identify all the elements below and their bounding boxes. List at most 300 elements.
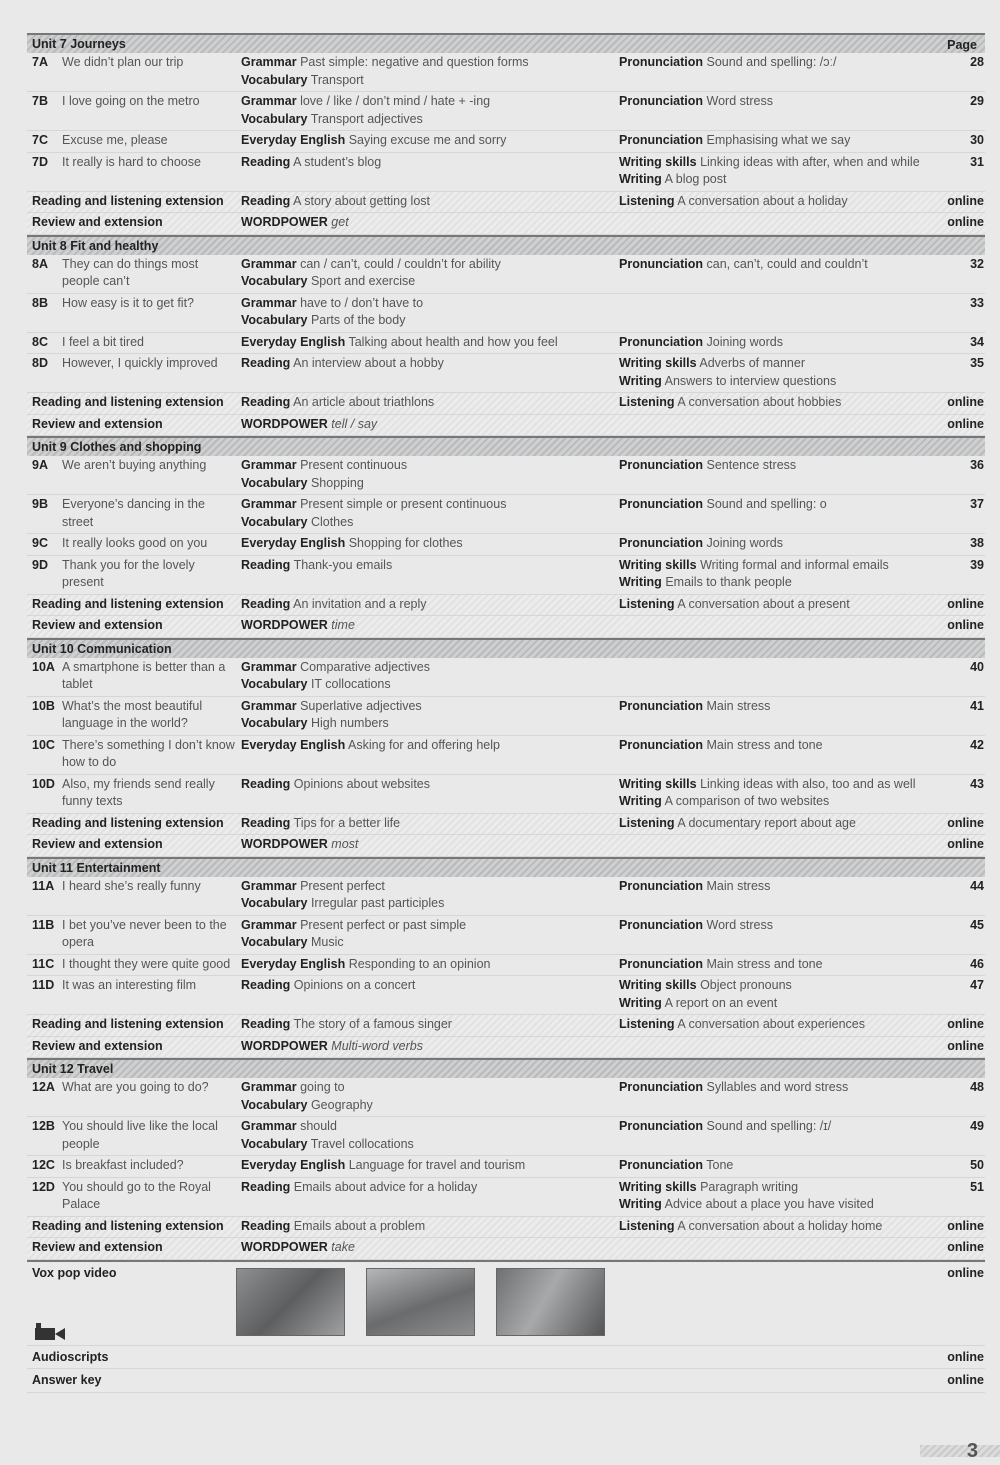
- lesson-cell: [27, 815, 236, 833]
- skills-line: [619, 1218, 941, 1236]
- entry-label: Writing: [619, 172, 662, 186]
- lesson-code: 9D: [32, 557, 48, 572]
- lesson-row: [27, 736, 985, 775]
- grammar-vocab-cell: [236, 1239, 614, 1257]
- skills-line: [619, 1079, 941, 1097]
- lesson-cell: [27, 416, 236, 434]
- entry-label: Vocabulary: [241, 935, 308, 949]
- lesson-cell: [27, 836, 236, 854]
- grammar-vocab-line: [241, 514, 614, 532]
- entry-label: Reading: [241, 395, 291, 409]
- entry-text: Emails about a problem: [293, 1218, 426, 1233]
- entry-text: Present simple or present continuous: [300, 497, 507, 511]
- grammar-vocab: [241, 457, 614, 492]
- grammar-vocab-line: [241, 1079, 614, 1097]
- grammar-vocab-line: [241, 776, 614, 794]
- lesson-code: 11C: [32, 956, 55, 971]
- skills: [619, 93, 941, 111]
- unit-title: Unit 9 Clothes and shopping: [32, 440, 202, 454]
- page-tab: [920, 1445, 1000, 1457]
- page-ref: 33: [970, 295, 984, 310]
- grammar-vocab-line: [241, 214, 614, 232]
- entry-label: WORDPOWER: [241, 837, 328, 851]
- entry-text: Present perfect: [300, 878, 385, 893]
- skills-line: [619, 1179, 941, 1197]
- entry-text: Emphasising what we say: [706, 133, 851, 147]
- grammar-vocab-line: [241, 154, 614, 172]
- skills-line: [619, 917, 941, 935]
- video-thumbnail[interactable]: [366, 1268, 475, 1336]
- skills: [619, 878, 941, 896]
- extension-row: [27, 835, 985, 857]
- skills-cell: [614, 1218, 941, 1236]
- entry-text: can, can’t, could and couldn’t: [706, 256, 868, 271]
- skills-cell: [614, 214, 941, 232]
- lesson-cell: [27, 1218, 236, 1236]
- lesson-title: We didn’t plan our trip: [62, 55, 184, 69]
- entry-text: most: [331, 837, 359, 851]
- skills-line: [619, 535, 941, 553]
- footer-title: Answer key: [32, 1373, 102, 1387]
- entry-label: Reading: [241, 815, 291, 830]
- lesson-title: Review and extension: [32, 416, 163, 431]
- entry-text: Transport adjectives: [310, 111, 423, 126]
- lesson-row: [27, 775, 985, 814]
- skills: [619, 355, 941, 390]
- page-ref: online: [947, 1017, 984, 1031]
- grammar-vocab: [241, 977, 614, 995]
- entry-text: Parts of the body: [310, 313, 406, 327]
- skills-cell: [614, 1038, 941, 1056]
- grammar-vocab-line: [241, 132, 614, 150]
- skills-line: [619, 793, 941, 811]
- lesson-code: 9A: [32, 458, 48, 472]
- skills-line: [619, 171, 941, 189]
- skills-cell: [614, 776, 941, 811]
- skills: [619, 1016, 941, 1034]
- grammar-vocab-cell: [236, 214, 614, 232]
- grammar-vocab: [241, 776, 614, 794]
- grammar-vocab-cell: [236, 416, 614, 434]
- entry-text: A student’s blog: [293, 154, 382, 169]
- skills: [619, 496, 941, 514]
- entry-text: A conversation about experiences: [677, 1017, 865, 1031]
- entry-label: Listening: [619, 596, 675, 611]
- entry-text: going to: [300, 1080, 345, 1094]
- grammar-vocab-cell: [236, 256, 614, 291]
- grammar-vocab-line: [241, 334, 614, 352]
- lesson-row: [27, 1117, 985, 1156]
- lesson-cell: [27, 776, 236, 811]
- entry-text: The story of a famous singer: [293, 1017, 452, 1031]
- lesson-code: 12B: [32, 1119, 55, 1133]
- entry-text: A conversation about a holiday: [677, 193, 848, 208]
- skills-cell: [614, 154, 941, 189]
- grammar-vocab-cell: [236, 617, 614, 635]
- grammar-vocab: [241, 878, 614, 913]
- skills-cell: [614, 496, 941, 531]
- skills: [619, 698, 941, 716]
- lesson-row: [27, 354, 985, 393]
- grammar-vocab: [241, 496, 614, 531]
- entry-text: Word stress: [706, 94, 773, 108]
- unit-header: [27, 33, 985, 53]
- grammar-vocab-line: [241, 698, 614, 716]
- entry-text: Joining words: [706, 334, 783, 349]
- lesson-row: [27, 53, 985, 92]
- page-ref: 41: [970, 698, 984, 713]
- skills: [619, 956, 941, 974]
- lesson-cell: [27, 334, 236, 352]
- entry-text: A documentary report about age: [677, 815, 856, 830]
- grammar-vocab: [241, 698, 614, 733]
- extension-row: [27, 1037, 985, 1059]
- grammar-vocab-cell: [236, 93, 614, 128]
- entry-label: Listening: [619, 193, 675, 208]
- skills-line: [619, 574, 941, 592]
- page-ref: 35: [970, 356, 984, 370]
- grammar-vocab: [241, 1016, 614, 1034]
- skills-cell: [614, 1079, 941, 1114]
- lesson-title: Reading and listening extension: [32, 193, 224, 208]
- video-thumbnail[interactable]: [496, 1268, 605, 1336]
- lesson-cell: [27, 214, 236, 232]
- skills: [619, 596, 941, 614]
- page-ref: online: [947, 596, 984, 611]
- skills-cell: [614, 1016, 941, 1034]
- skills: [619, 394, 941, 412]
- lesson-cell: [27, 977, 236, 1012]
- entry-label: Pronunciation: [619, 956, 704, 971]
- entry-label: Pronunciation: [619, 497, 704, 511]
- entry-label: Writing: [619, 373, 662, 388]
- lesson-code: 11A: [32, 878, 55, 893]
- entry-text: Sound and spelling: /ɪ/: [706, 1119, 832, 1133]
- skills-line: [619, 1157, 941, 1175]
- grammar-vocab-line: [241, 1038, 614, 1056]
- video-camera-icon: [32, 1322, 236, 1345]
- lesson-title: I thought they were quite good: [62, 956, 231, 971]
- lesson-code: 7C: [32, 133, 48, 147]
- entry-text: Geography: [310, 1097, 373, 1112]
- grammar-vocab: [241, 394, 614, 412]
- skills-cell: [614, 295, 941, 330]
- grammar-vocab-cell: [236, 815, 614, 833]
- lesson-cell: [27, 1179, 236, 1214]
- entry-text: Asking for and offering help: [348, 737, 500, 752]
- entry-text: get: [331, 215, 349, 229]
- page-ref: 44: [970, 878, 984, 893]
- entry-text: Thank-you emails: [293, 557, 393, 572]
- grammar-vocab: [241, 535, 614, 553]
- unit-header: [27, 235, 985, 255]
- page-ref: 42: [970, 737, 984, 752]
- video-label-cell: [27, 1266, 236, 1345]
- page-ref: 49: [970, 1119, 984, 1133]
- entry-label: Pronunciation: [619, 917, 704, 932]
- grammar-vocab: [241, 1038, 614, 1056]
- entry-text: can / can’t, could / couldn’t for ability: [300, 256, 501, 271]
- lesson-row: [27, 255, 985, 294]
- skills-line: [619, 256, 941, 274]
- grammar-vocab-cell: [236, 659, 614, 694]
- skills-cell: [614, 737, 941, 772]
- entry-label: Everyday English: [241, 1158, 346, 1172]
- lesson-title: Is breakfast included?: [62, 1158, 184, 1172]
- skills-cell: [614, 617, 941, 635]
- page-ref: 47: [970, 978, 984, 992]
- lesson-title: What are you going to do?: [62, 1080, 209, 1094]
- lesson-code: 9C: [32, 536, 48, 550]
- entry-label: Reading: [241, 1017, 291, 1031]
- lesson-title: It really is hard to choose: [62, 154, 201, 169]
- lesson-cell: [27, 1038, 236, 1056]
- lesson-row: [27, 658, 985, 697]
- grammar-vocab: [241, 416, 614, 434]
- footer-label-cell: [27, 1349, 941, 1367]
- page-ref: 28: [970, 55, 984, 69]
- page-ref: online: [947, 1240, 984, 1254]
- grammar-vocab-cell: [236, 1016, 614, 1034]
- skills-line: [619, 956, 941, 974]
- entry-text: Word stress: [706, 917, 773, 932]
- grammar-vocab-cell: [236, 535, 614, 553]
- unit-title: Unit 8 Fit and healthy: [32, 238, 159, 253]
- entry-label: Grammar: [241, 1080, 297, 1094]
- skills-line: [619, 1016, 941, 1034]
- grammar-vocab-line: [241, 535, 614, 553]
- lesson-row: [27, 153, 985, 192]
- lesson-code: 11D: [32, 978, 55, 992]
- lesson-cell: [27, 737, 236, 772]
- skills-line: [619, 193, 941, 211]
- lesson-row: [27, 333, 985, 355]
- lesson-title: There’s something I don’t know how to do: [62, 737, 235, 769]
- lesson-row: [27, 697, 985, 736]
- entry-label: Writing skills: [619, 776, 697, 791]
- entry-label: Vocabulary: [241, 1136, 308, 1151]
- entry-label: Vocabulary: [241, 716, 308, 730]
- skills: [619, 776, 941, 811]
- page-ref: 37: [970, 497, 984, 511]
- entry-text: IT collocations: [310, 677, 391, 691]
- skills: [619, 535, 941, 553]
- entry-text: Talking about health and how you feel: [348, 334, 558, 349]
- entry-label: Reading: [241, 1179, 291, 1194]
- lesson-title: Reading and listening extension: [32, 1218, 224, 1233]
- entry-label: Pronunciation: [619, 256, 704, 271]
- entry-label: Everyday English: [241, 133, 346, 147]
- page-ref: 43: [970, 776, 984, 791]
- entry-text: A report on an event: [664, 995, 778, 1010]
- video-thumbnail[interactable]: [236, 1268, 345, 1336]
- entry-label: Vocabulary: [241, 677, 308, 691]
- entry-text: Shopping for clothes: [348, 536, 463, 550]
- entry-text: Main stress: [706, 878, 771, 893]
- entry-label: Pronunciation: [619, 737, 704, 752]
- entry-text: Multi-word verbs: [331, 1038, 423, 1053]
- page-ref: online: [947, 1373, 984, 1387]
- lesson-title: Also, my friends send really funny texts: [62, 776, 215, 808]
- lesson-cell: [27, 1157, 236, 1175]
- lesson-title: Everyone’s dancing in the street: [62, 497, 205, 529]
- entry-text: Adverbs of manner: [699, 356, 805, 370]
- footer-row: [27, 1369, 985, 1393]
- grammar-vocab-line: [241, 394, 614, 412]
- skills-cell: [614, 878, 941, 913]
- entry-text: Superlative adjectives: [300, 698, 422, 713]
- lesson-row: [27, 877, 985, 916]
- entry-text: Shopping: [310, 475, 364, 490]
- entry-label: Writing: [619, 1197, 662, 1211]
- page-ref: online: [947, 815, 984, 830]
- entry-text: A conversation about a present: [677, 596, 850, 611]
- extension-row: [27, 616, 985, 638]
- page-ref: 29: [970, 94, 984, 108]
- skills-line: [619, 93, 941, 111]
- entry-label: Everyday English: [241, 737, 346, 752]
- entry-label: Reading: [241, 356, 291, 370]
- grammar-vocab-line: [241, 312, 614, 330]
- grammar-vocab-cell: [236, 295, 614, 330]
- entry-text: A conversation about a holiday home: [677, 1218, 883, 1233]
- entry-text: Linking ideas with also, too and as well: [700, 776, 916, 791]
- footer-row: [27, 1346, 985, 1370]
- entry-label: Pronunciation: [619, 133, 704, 147]
- grammar-vocab-line: [241, 295, 614, 313]
- lesson-code: 7A: [32, 55, 48, 69]
- grammar-vocab-line: [241, 193, 614, 211]
- skills-cell: [614, 956, 941, 974]
- lesson-cell: [27, 1239, 236, 1257]
- page-ref: 32: [970, 256, 984, 271]
- lesson-title: Reading and listening extension: [32, 1017, 224, 1031]
- entry-label: Pronunciation: [619, 55, 704, 69]
- grammar-vocab: [241, 836, 614, 854]
- skills-cell: [614, 1239, 941, 1257]
- entry-label: Reading: [241, 978, 291, 992]
- grammar-vocab: [241, 1179, 614, 1197]
- grammar-vocab: [241, 154, 614, 172]
- entry-label: Pronunciation: [619, 878, 704, 893]
- entry-label: Reading: [241, 154, 291, 169]
- lesson-cell: [27, 917, 236, 952]
- unit-title: Unit 12 Travel: [32, 1062, 114, 1076]
- skills-cell: [614, 535, 941, 553]
- grammar-vocab-line: [241, 111, 614, 129]
- lesson-cell: [27, 878, 236, 913]
- skills: [619, 1179, 941, 1214]
- page-ref: online: [947, 215, 984, 229]
- grammar-vocab: [241, 1218, 614, 1236]
- extension-row: [27, 213, 985, 235]
- page-ref: 45: [970, 917, 984, 932]
- unit-header: [27, 436, 985, 456]
- entry-label: Listening: [619, 1218, 675, 1233]
- entry-label: Vocabulary: [241, 1097, 308, 1112]
- lesson-cell: [27, 93, 236, 128]
- entry-text: Music: [310, 935, 344, 949]
- entry-label: Writing: [619, 794, 662, 808]
- skills-line: [619, 977, 941, 995]
- entry-text: Opinions on a concert: [293, 978, 416, 992]
- page-ref: online: [947, 1265, 984, 1280]
- page-number: 3: [966, 1440, 978, 1462]
- entry-text: Present perfect or past simple: [300, 917, 467, 932]
- lesson-cell: [27, 193, 236, 211]
- grammar-vocab-cell: [236, 193, 614, 211]
- grammar-vocab-line: [241, 1179, 614, 1197]
- skills-line: [619, 596, 941, 614]
- grammar-vocab: [241, 334, 614, 352]
- grammar-vocab: [241, 1239, 614, 1257]
- entry-label: Vocabulary: [241, 313, 308, 327]
- skills: [619, 154, 941, 189]
- entry-text: Sentence stress: [706, 458, 797, 472]
- skills-cell: [614, 93, 941, 128]
- lesson-row: [27, 976, 985, 1015]
- entry-label: Reading: [241, 776, 291, 791]
- skills-cell: [614, 917, 941, 952]
- grammar-vocab: [241, 132, 614, 150]
- grammar-vocab: [241, 1079, 614, 1114]
- entry-label: Pronunciation: [619, 1080, 704, 1094]
- entry-label: Pronunciation: [619, 1119, 704, 1133]
- extension-row: [27, 1217, 985, 1239]
- entry-text: Syllables and word stress: [706, 1080, 849, 1094]
- entry-label: Reading: [241, 193, 291, 208]
- grammar-vocab-line: [241, 93, 614, 111]
- lesson-code: 11B: [32, 917, 55, 932]
- lesson-code: 8C: [32, 334, 48, 349]
- entry-text: love / like / don’t mind / hate + -ing: [300, 94, 491, 108]
- entry-label: Listening: [619, 395, 675, 409]
- grammar-vocab-line: [241, 956, 614, 974]
- entry-label: Grammar: [241, 256, 297, 271]
- grammar-vocab-cell: [236, 1179, 614, 1214]
- page-ref: online: [947, 1038, 984, 1053]
- entry-label: Grammar: [241, 659, 297, 674]
- skills-cell: [614, 1118, 941, 1153]
- grammar-vocab-line: [241, 1239, 614, 1257]
- extension-row: [27, 192, 985, 214]
- entry-label: Writing: [619, 995, 662, 1010]
- grammar-vocab-line: [241, 737, 614, 755]
- lesson-title: We aren’t buying anything: [62, 458, 207, 472]
- skills-cell: [614, 256, 941, 291]
- entry-label: Pronunciation: [619, 1158, 704, 1172]
- extension-row: [27, 393, 985, 415]
- skills-cell: [614, 1179, 941, 1214]
- lesson-cell: [27, 496, 236, 531]
- skills-cell: [614, 698, 941, 733]
- grammar-vocab-line: [241, 596, 614, 614]
- grammar-vocab-cell: [236, 496, 614, 531]
- entry-text: An article about triathlons: [293, 395, 435, 409]
- grammar-vocab-cell: [236, 737, 614, 772]
- entry-label: Pronunciation: [619, 698, 704, 713]
- skills: [619, 1157, 941, 1175]
- skills-line: [619, 132, 941, 150]
- lesson-row: [27, 1156, 985, 1178]
- entry-text: Writing formal and informal emails: [700, 557, 889, 572]
- skills-cell: [614, 416, 941, 434]
- entry-label: Pronunciation: [619, 94, 704, 108]
- lesson-title: I love going on the metro: [62, 94, 200, 108]
- entry-label: WORDPOWER: [241, 618, 328, 632]
- lesson-title: You should go to the Royal Palace: [62, 1179, 211, 1211]
- lesson-cell: [27, 698, 236, 733]
